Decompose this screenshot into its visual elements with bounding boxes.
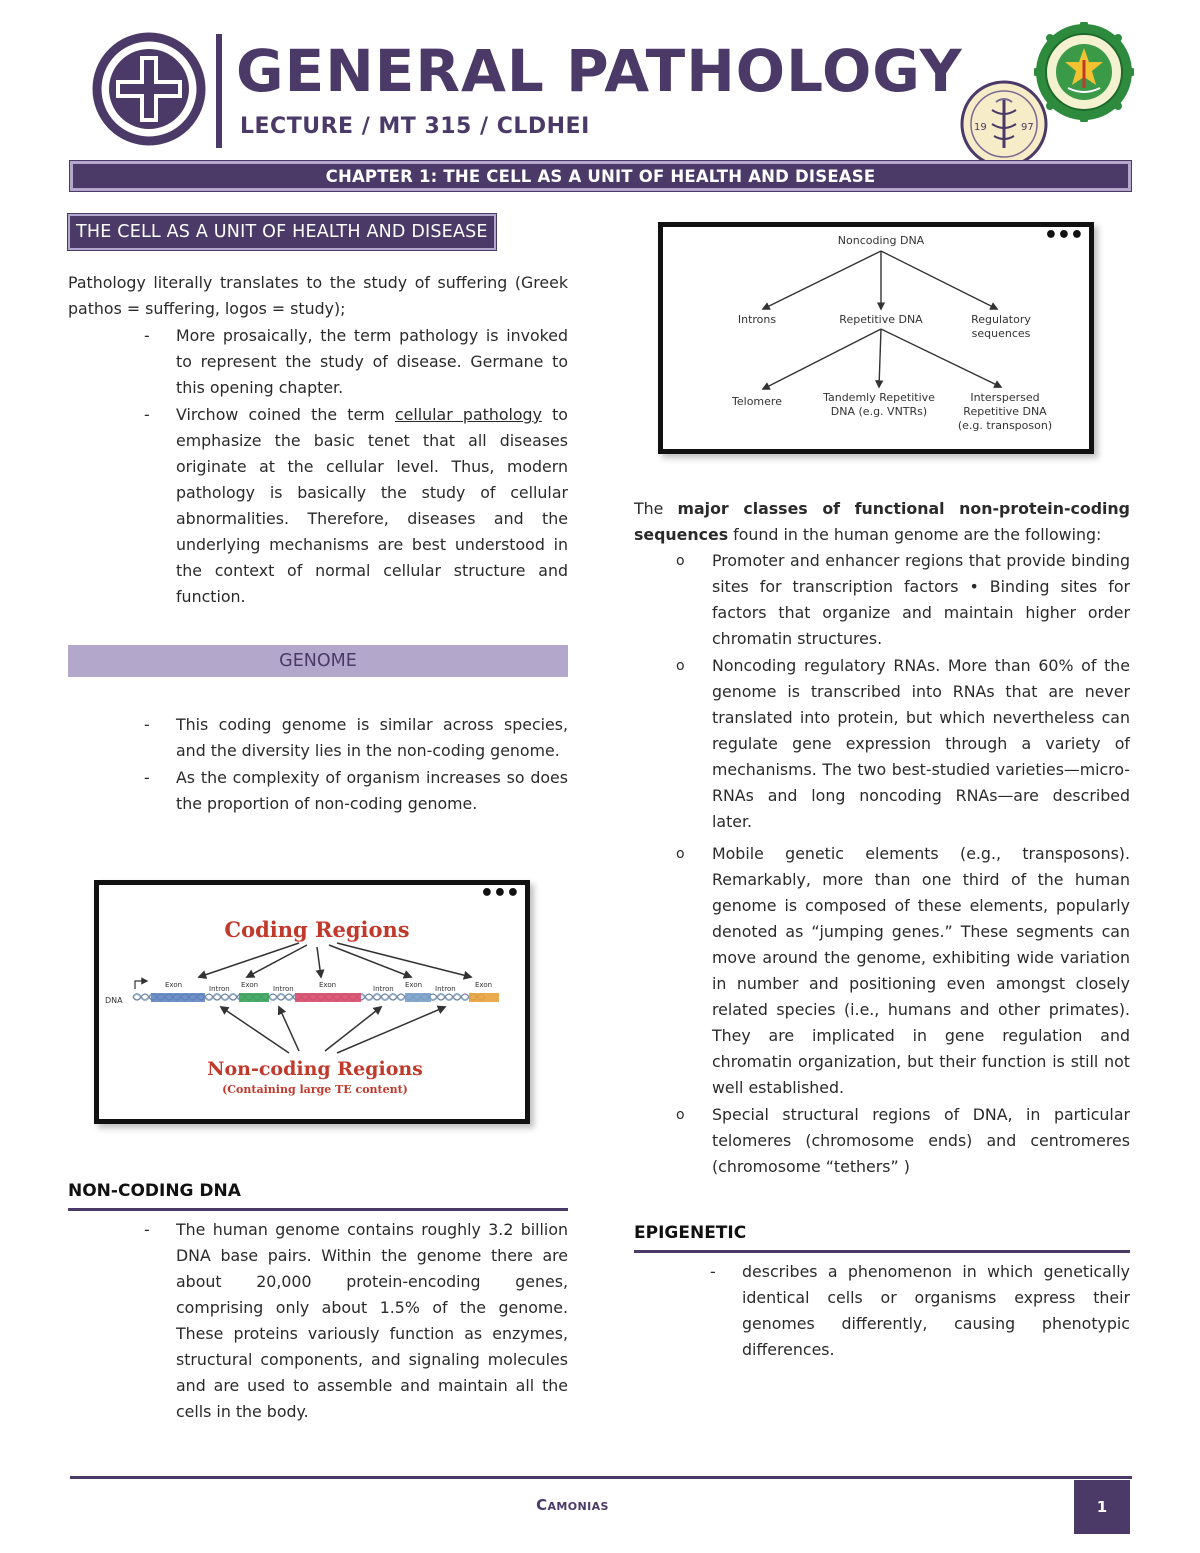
section-heading-cell: THE CELL AS A UNIT OF HEALTH AND DISEASE [68,214,496,250]
footer-rule [70,1476,1132,1479]
intro-paragraph: Pathology literally translates to the study of suffering (Greek pathos = suffering, logos = study); [68,273,568,318]
coding-regions-figure [94,880,530,1124]
list-item: - The human genome contains roughly 3.2 billion DNA base pairs. Within the genome there are about 20,000 protein-encoding genes, comprising only about 1.5% of the genome. These proteins variously function as enzymes, structural components, and signaling molecules and are used to assemble and maintain all the cells in the body. [68,1217,568,1425]
cellular-pathology-term: cellular pathology [394,405,542,424]
left-column [68,214,568,817]
coding-regions-diagram [99,881,525,1119]
svg-text:Intron: Intron [273,985,294,993]
exon-block [295,993,361,1002]
noncoding-regions-title: Non-coding Regions [207,1058,423,1080]
list-item: - describes a phenomenon in which genetically identical cells or organisms express their genomes differently, causing phenotypic differences. [634,1259,1130,1363]
noncoding-classes-list [634,548,1130,1180]
svg-text:Intron: Intron [209,985,230,993]
list-item: - More prosaically, the term pathology is invoked to represent the study of disease. Germane to this opening chapter. [68,323,568,401]
section-heading-genome: GENOME [68,645,568,677]
epigenetic-bullet-list [634,1259,1130,1363]
noncoding-section [68,1178,568,1425]
svg-text:Exon: Exon [241,981,259,989]
svg-text:Interspersed: Interspersed [970,391,1040,404]
cell-bullet-list [68,323,568,610]
svg-text:Repetitive DNA: Repetitive DNA [963,405,1047,418]
noncoding-dna-tree-figure [658,222,1094,454]
section-heading-epigenetic: EPIGENETIC [634,1220,1130,1253]
figure-menu-icon: ••• [1043,223,1083,248]
svg-text:Tandemly Repetitive: Tandemly Repetitive [823,391,935,404]
svg-text:Exon: Exon [475,981,493,989]
tree-introns: Introns [737,313,777,326]
exon-block [469,993,499,1002]
svg-text:Exon: Exon [165,981,183,989]
document-title: GENERAL PATHOLOGY [236,37,963,105]
svg-text:Exon: Exon [319,981,337,989]
major-classes-intro: The major classes of functional non-protein-coding sequences found in the human genome are the following: [634,499,1130,544]
university-seal-icon [1034,22,1134,122]
chapter-title: CHAPTER 1: THE CELL AS A UNIT OF HEALTH AND DISEASE [325,166,876,186]
figure-menu-icon: ••• [479,881,519,906]
dna-label: DNA [105,996,123,1005]
section-heading-noncoding: NON-CODING DNA [68,1178,568,1211]
list-item: - This coding genome is similar across species, and the diversity lies in the non-coding genome. [68,712,568,764]
seal-year-right: 97 [1021,122,1034,133]
coding-regions-title: Coding Regions [224,917,410,942]
list-item: o Noncoding regulatory RNAs. More than 60% of the genome is transcribed into RNAs that are never translated into protein, but which nevertheless can regulate gene expression through a variety of mechanisms. The two best-studied varieties—micro-RNAs and long noncoding RNAs—are described later. [634,653,1130,835]
noncoding-regions-subtitle: (Containing large TE content) [222,1083,408,1096]
svg-text:sequences: sequences [971,327,1031,340]
document-subtitle: LECTURE / MT 315 / CLDHEI [240,114,590,139]
noncoding-bullet-list [68,1217,568,1425]
medical-cross-logo-icon [90,30,208,148]
exon-block [405,993,431,1002]
svg-text:(e.g. transposon): (e.g. transposon) [957,419,1053,432]
major-classes-term: major classes of functional non-protein-coding sequences [634,499,1130,544]
exon-block [151,993,205,1002]
tree-telomere: Telomere [732,395,782,408]
list-item: o Special structural regions of DNA, in particular telomeres (chromosome ends) and centromeres (chromosome “tethers” ) [634,1102,1130,1180]
footer-author: Camonias [536,1496,609,1514]
seal-year-left: 19 [974,122,987,133]
list-item: - As the complexity of organism increases so does the proportion of non-coding genome. [68,765,568,817]
page-number: 1 [1074,1480,1130,1534]
noncoding-dna-tree-diagram [663,223,1089,449]
list-item: - Virchow coined the term cellular pathology to emphasize the basic tenet that all diseases originate at the cellular level. Thus, modern pathology is basically the study of cellular abnormalities. Therefore, diseases and the underlying mechanisms are best understood in the context of normal cellular structure and function. [68,402,568,610]
svg-text:Intron: Intron [373,985,394,993]
svg-text:DNA (e.g. VNTRs): DNA (e.g. VNTRs) [830,405,928,418]
list-item: o Mobile genetic elements (e.g., transposons). Remarkably, more than one third of the human genome is composed of these elements, popularly denoted as “jumping genes.” These segments can move around the genome, exhibiting wide variation in number and positioning even amongst closely related species (i.e., humans and other primates). They are implicated in gene regulation and chromatin organization, but their function is still not well established. [634,841,1130,1101]
chapter-banner [70,161,1131,191]
tree-repetitive: Repetitive DNA [839,313,923,326]
svg-text:Exon: Exon [405,981,423,989]
tree-root: Noncoding DNA [837,234,925,247]
svg-text:Regulatory: Regulatory [971,313,1031,326]
genome-bullet-list [68,712,568,817]
svg-text:Intron: Intron [435,985,456,993]
exon-block [239,993,269,1002]
right-column [634,496,1130,1363]
header-divider [216,34,222,148]
list-item: o Promoter and enhancer regions that provide binding sites for transcription factors • Binding sites for factors that organize and maintain higher order chromatin structures. [634,548,1130,652]
